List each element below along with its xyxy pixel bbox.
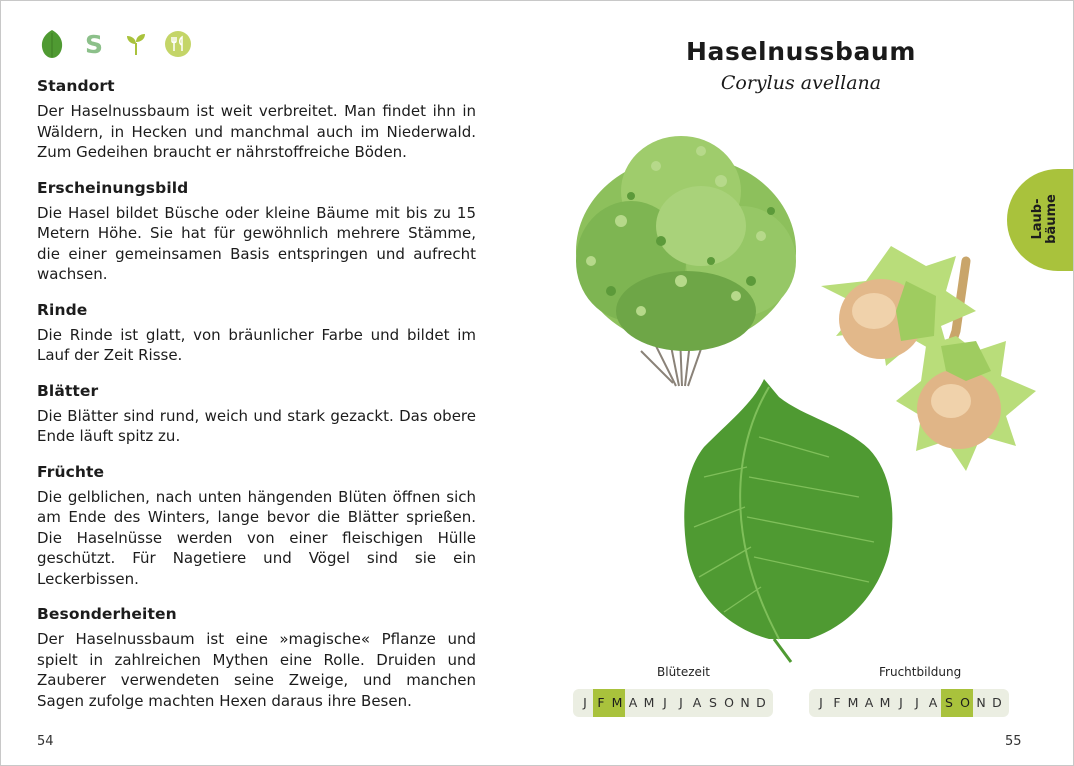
month-cell: J: [679, 695, 683, 710]
month-cell: A: [928, 695, 938, 710]
month-cell: D: [756, 695, 766, 710]
month-cell: A: [864, 695, 874, 710]
month-cell: M: [643, 695, 655, 710]
fruit-calendar: [809, 689, 1009, 717]
month-cell: J: [819, 695, 823, 710]
section-besonderheiten: [37, 605, 476, 711]
month-cell: N: [976, 695, 986, 710]
section-text: Die Hasel bildet Büsche oder kleine Bäume mit bis zu 15 Metern Höhe. Sie hat für gewöhnlich mehrere Stämme, die einer gemeinsamen Basis entspringen und aufrecht wachsen.: [37, 203, 476, 283]
cutlery-icon: [163, 29, 193, 59]
month-cell: A: [692, 695, 702, 710]
month-cell: N: [740, 695, 750, 710]
leaf-illustration: [679, 377, 901, 667]
section-heading: Erscheinungsbild: [37, 178, 189, 197]
bloom-calendar: [573, 689, 773, 717]
bloom-label: Blütezeit: [657, 665, 710, 679]
section-rinde: [37, 301, 476, 366]
section-text: Der Haselnussbaum ist eine »magische« Pflanze und spielt in zahlreichen Mythen eine Rolle. Druiden und Zauberer verwendeten seine Zweige, und manchen Sagen zufolge machten Hexen daraus ihre Besen.: [37, 630, 476, 710]
section-erscheinungsbild: [37, 179, 476, 285]
section-text: Die Rinde ist glatt, von bräunlicher Farbe und bildet im Lauf der Zeit Risse.: [37, 325, 476, 364]
month-cell: J: [583, 695, 587, 710]
fruit-label: Fruchtbildung: [879, 665, 962, 679]
section-heading: Früchte: [37, 462, 105, 481]
month-cell: M: [847, 695, 859, 710]
latin-name: Corylus avellana: [720, 72, 882, 94]
month-cell: M: [879, 695, 891, 710]
section-text: Der Haselnussbaum ist weit verbreitet. Man findet ihn in Wäldern, in Hecken und manchmal auch im Niederwald. Zum Gedeihen braucht er nährstoffreiche Böden.: [37, 102, 476, 161]
section-standort: [37, 77, 476, 163]
s-icon: S: [84, 29, 103, 59]
tree-illustration: [561, 121, 811, 391]
category-tab-label: Laub- bäume: [1030, 194, 1059, 244]
month-cell: O: [724, 695, 734, 710]
month-cell: S: [709, 695, 717, 710]
month-cell: F: [833, 695, 841, 710]
sprout-icon: [121, 29, 151, 59]
month-cell: O: [957, 689, 973, 717]
category-icons: [37, 29, 193, 59]
month-cell: J: [915, 695, 919, 710]
section-fruechte: [37, 463, 476, 590]
section-blaetter: [37, 382, 476, 447]
leaf-icon: [37, 29, 67, 59]
section-heading: Standort: [37, 77, 115, 95]
month-cell: M: [609, 689, 625, 717]
section-heading: Besonderheiten: [37, 605, 177, 623]
page-number-left: 54: [37, 734, 54, 749]
section-heading: Rinde: [37, 300, 88, 319]
month-cell: F: [593, 689, 609, 717]
month-cell: D: [992, 695, 1002, 710]
section-text: Die gelblichen, nach unten hängenden Blüten öffnen sich am Ende des Winters, lange bevor die Blätter sprießen. Die Haselnüsse werden von einer fleischigen Hülle geschützt. Für Nagetiere und Vögel sind sie ein Leckerbissen.: [37, 487, 476, 588]
page-title: Haselnussbaum: [686, 37, 916, 66]
text-column: [37, 77, 476, 727]
month-cell: J: [899, 695, 903, 710]
month-cell: S: [941, 689, 957, 717]
section-text: Die Blätter sind rund, weich und stark gezackt. Das obere Ende läuft spitz zu.: [37, 406, 476, 445]
month-cell: A: [628, 695, 638, 710]
page-number-right: 55: [1005, 734, 1022, 749]
section-heading: Blätter: [37, 381, 99, 400]
month-cell: J: [663, 695, 667, 710]
